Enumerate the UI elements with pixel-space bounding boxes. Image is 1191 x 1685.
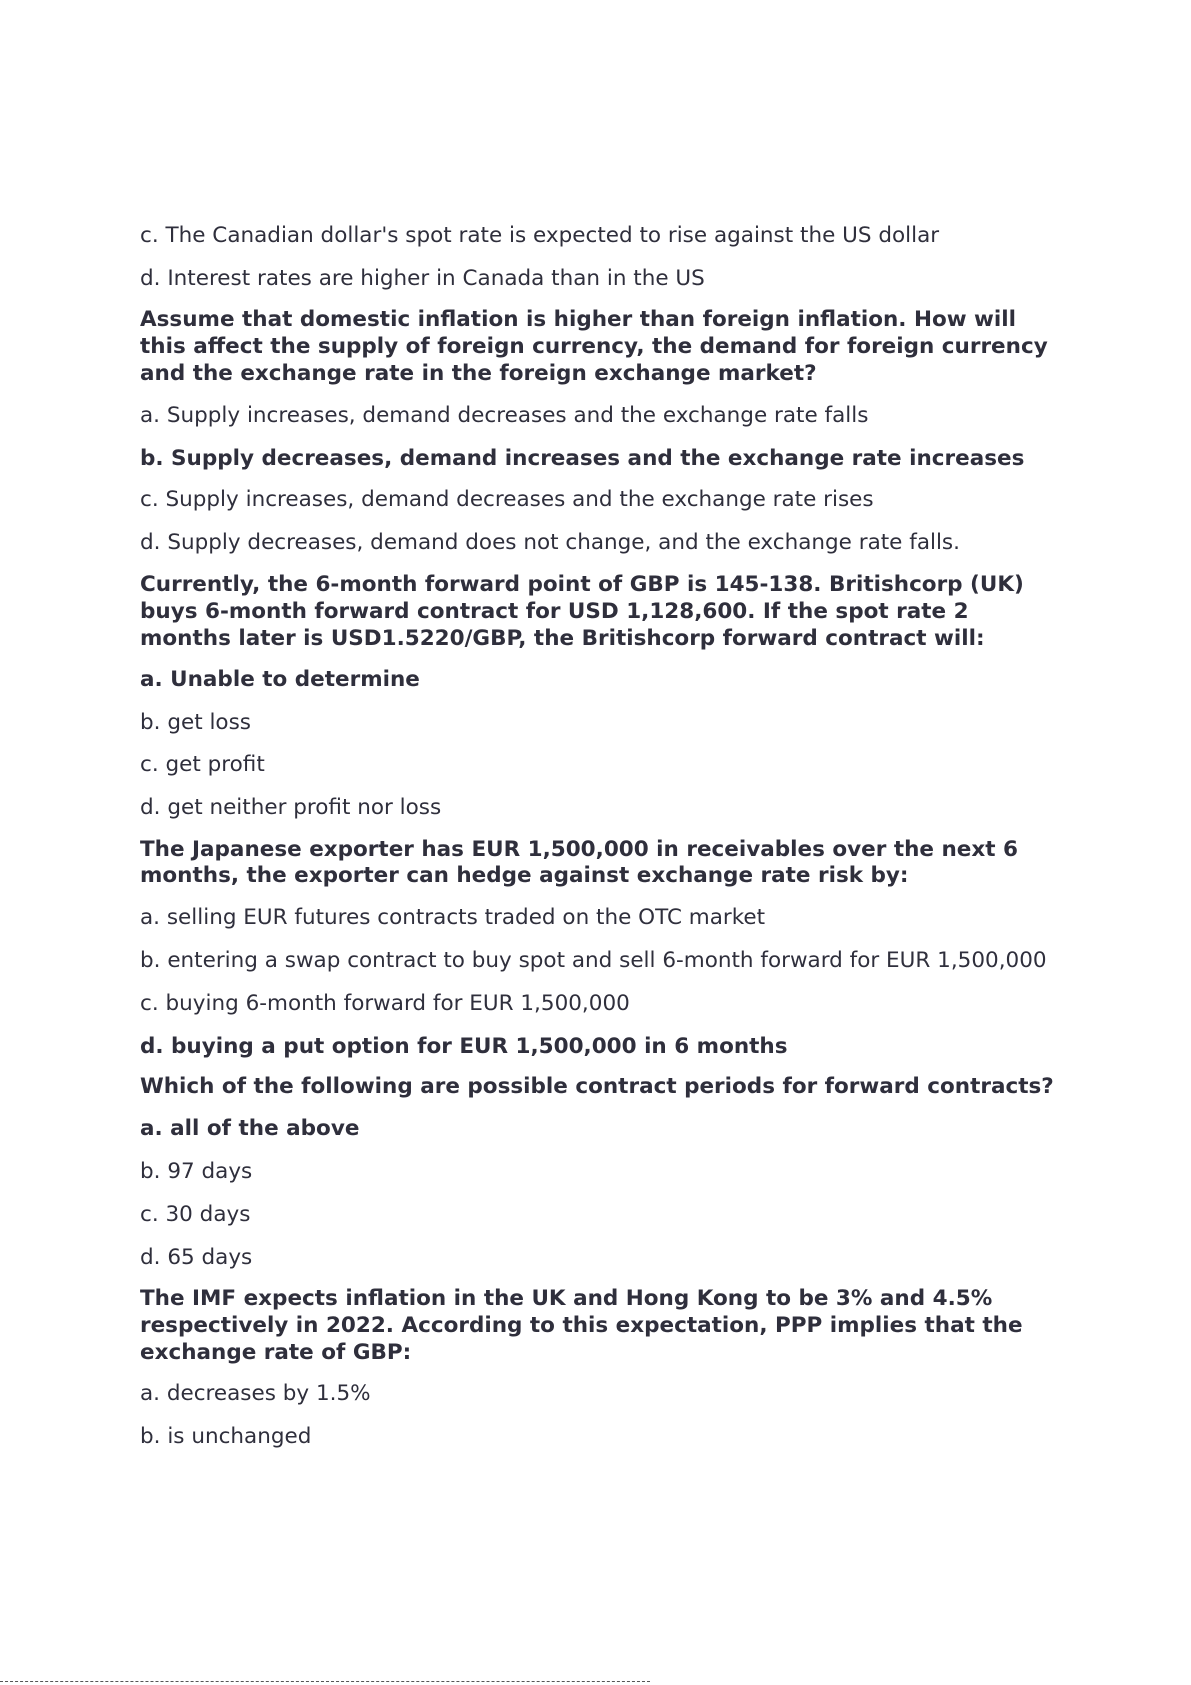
option-a-q2: a. Supply increases, demand decreases and the exchange rate falls	[140, 403, 869, 428]
option-b-q5: b. 97 days	[140, 1159, 253, 1184]
option-b-q6: b. is unchanged	[140, 1424, 312, 1449]
question-inflation-line2: this affect the supply of foreign currency, the demand for foreign currency	[140, 334, 1048, 359]
question-exporter-line1: The Japanese exporter has EUR 1,500,000 in receivables over the next 6	[140, 837, 1018, 862]
option-d-q3: d. get neither profit nor loss	[140, 795, 442, 820]
option-c-q3: c. get profit	[140, 752, 265, 777]
option-c-q1: c. The Canadian dollar's spot rate is expected to rise against the US dollar	[140, 223, 940, 248]
option-a-q5-answer: a. all of the above	[140, 1116, 360, 1141]
option-b-q4: b. entering a swap contract to buy spot and sell 6-month forward for EUR 1,500,000	[140, 948, 1047, 973]
question-imf-line1: The IMF expects inflation in the UK and Hong Kong to be 3% and 4.5%	[140, 1286, 993, 1311]
question-inflation-line1: Assume that domestic inflation is higher than foreign inflation. How will	[140, 307, 1017, 332]
option-d-q5: d. 65 days	[140, 1245, 253, 1270]
page-footer-rule	[0, 1681, 650, 1682]
option-c-q5: c. 30 days	[140, 1202, 251, 1227]
question-contract-periods: Which of the following are possible contract periods for forward contracts?	[140, 1074, 1054, 1099]
option-b-q2-answer: b. Supply decreases, demand increases and the exchange rate increases	[140, 446, 1025, 471]
option-b-q3: b. get loss	[140, 710, 251, 735]
option-d-q2: d. Supply decreases, demand does not change, and the exchange rate falls.	[140, 530, 960, 555]
option-a-q3-answer: a. Unable to determine	[140, 667, 420, 692]
question-forward-line1: Currently, the 6-month forward point of GBP is 145-138. Britishcorp (UK)	[140, 572, 1024, 597]
question-imf-line3: exchange rate of GBP:	[140, 1340, 412, 1365]
question-inflation-line3: and the exchange rate in the foreign exchange market?	[140, 361, 817, 386]
question-forward-line2: buys 6-month forward contract for USD 1,128,600. If the spot rate 2	[140, 599, 969, 624]
option-d-q4-answer: d. buying a put option for EUR 1,500,000 in 6 months	[140, 1034, 788, 1059]
option-d-q1: d. Interest rates are higher in Canada than in the US	[140, 266, 705, 291]
question-forward-line3: months later is USD1.5220/GBP, the Britishcorp forward contract will:	[140, 626, 985, 651]
question-exporter-line2: months, the exporter can hedge against exchange rate risk by:	[140, 863, 909, 888]
option-a-q4: a. selling EUR futures contracts traded on the OTC market	[140, 905, 766, 930]
option-c-q4: c. buying 6-month forward for EUR 1,500,000	[140, 991, 630, 1016]
option-c-q2: c. Supply increases, demand decreases and the exchange rate rises	[140, 487, 874, 512]
question-imf-line2: respectively in 2022. According to this expectation, PPP implies that the	[140, 1313, 1023, 1338]
option-a-q6: a. decreases by 1.5%	[140, 1381, 371, 1406]
